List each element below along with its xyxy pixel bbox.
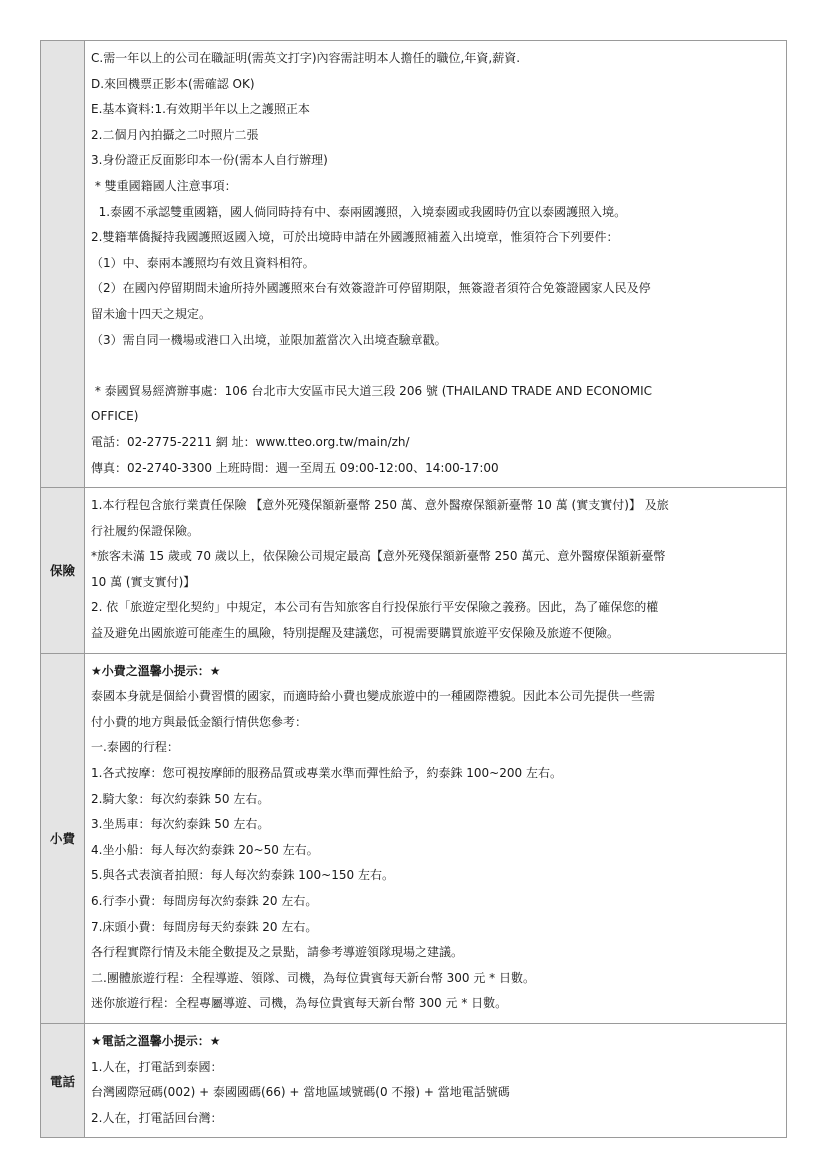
text-line: 7.床頭小費：每間房每天約泰銖 20 左右。	[91, 919, 318, 934]
section-content	[85, 488, 787, 654]
text-line: *旅客未滿 15 歲或 70 歲以上，依保險公司規定最高【意外死殘保額新臺幣 250 萬元、意外醫療保額新臺幣	[91, 549, 666, 564]
section-heading: ★電話之溫馨小提示：★	[91, 1033, 221, 1048]
text-line: 泰國本身就是個給小費習慣的國家，而適時給小費也變成旅遊中的一種國際禮貌。因此本公司先提供一些需	[91, 689, 656, 704]
text-line: E.基本資料:1.有效期半年以上之護照正本	[91, 102, 310, 117]
text-line: 電話：02-2775-2211 網 址：www.tteo.org.tw/main/zh/	[91, 434, 410, 449]
text-line: （3）需自同一機場或港口入出境，並限加蓋當次入出境查驗章戳。	[91, 332, 447, 347]
text-line: 6.行李小費：每間房每次約泰銖 20 左右。	[91, 894, 318, 908]
text-line: 行社履約保證保險。	[91, 523, 200, 538]
section-label: 電話	[41, 1023, 85, 1137]
text-line: 10 萬 (實支實付)】	[91, 574, 196, 589]
text-line: 3.坐馬車：每次約泰銖 50 左右。	[91, 817, 270, 832]
text-line: （2）在國內停留期間未逾所持外國護照來台有效簽證許可停留期限，無簽證者須符合免簽證國家人民及停	[91, 281, 651, 296]
text-line: 1.泰國不承認雙重國籍，國人倘同時持有中、泰兩國護照，入境泰國或我國時仍宜以泰國護照入境。	[91, 204, 627, 219]
info-table	[40, 40, 787, 1138]
text-line: * 泰國貿易經濟辦事處：106 台北市大安區市民大道三段 206 號 (THAILAND TRADE AND ECONOMIC	[91, 383, 653, 398]
text-line: 2.騎大象：每次約泰銖 50 左右。	[91, 791, 270, 806]
text-line: 3.身份證正反面影印本一份(需本人自行辦理)	[91, 153, 328, 168]
section-row-telephone	[41, 1023, 787, 1137]
text-line: 1.各式按摩：您可視按摩師的服務品質或專業水準而彈性給予，約泰銖 100~200 左右。	[91, 766, 562, 781]
text-line: 2.雙籍華僑擬持我國護照返國入境，可於出境時申請在外國護照補蓋入出境章，惟須符合下列要件：	[91, 230, 619, 245]
text-line: 二.團體旅遊行程：全程導遊、領隊、司機，為每位貴賓每天新台幣 300 元 * 日數。	[91, 970, 535, 985]
text-line: 1.人在，打電話到泰國：	[91, 1059, 223, 1074]
text-line: D.來回機票正影本(需確認 OK)	[91, 76, 255, 91]
text-line: 付小費的地方與最低金額行情供您參考：	[91, 714, 308, 729]
text-line: 2.人在，打電話回台灣：	[91, 1110, 223, 1125]
text-line: 2. 依「旅遊定型化契約」中規定，本公司有告知旅客自行投保旅行平安保險之義務。因此，為了確保您的權	[91, 600, 659, 615]
section-label	[41, 41, 85, 488]
text-line: C.需一年以上的公司在職証明(需英文打字)內容需註明本人擔任的職位,年資,薪資.	[91, 51, 521, 65]
section-heading: ★小費之溫馨小提示：★	[91, 663, 221, 678]
text-line: 5.與各式表演者拍照：每人每次約泰銖 100~150 左右。	[91, 868, 394, 883]
text-line: 4.坐小船：每人每次約泰銖 20~50 左右。	[91, 842, 319, 857]
document-page	[40, 40, 787, 1138]
text-line: 一.泰國的行程：	[91, 740, 179, 755]
section-content	[85, 1023, 787, 1137]
section-content	[85, 41, 787, 488]
text-line: 2.二個月內拍攝之二吋照片二張	[91, 127, 259, 142]
text-line: 傳真：02-2740-3300 上班時間：週一至周五 09:00-12:00、14:00-17:00	[91, 460, 499, 475]
text-line: OFFICE)	[91, 409, 139, 424]
section-row-visa-requirements	[41, 41, 787, 488]
section-row-tipping	[41, 653, 787, 1023]
text-line: 留未逾十四天之規定。	[91, 306, 212, 321]
section-label: 小費	[41, 653, 85, 1023]
section-content	[85, 653, 787, 1023]
text-line	[91, 353, 778, 379]
text-line: 益及避免出國旅遊可能產生的風險，特別提醒及建議您，可視需要購買旅遊平安保險及旅遊不便險。	[91, 626, 620, 641]
section-row-insurance	[41, 488, 787, 654]
text-line: * 雙重國籍國人注意事項：	[91, 178, 237, 193]
section-label: 保險	[41, 488, 85, 654]
text-line: 各行程實際行情及未能全數提及之景點，請參考導遊領隊現場之建議。	[91, 945, 464, 960]
text-line: 1.本行程包含旅行業責任保險 【意外死殘保額新臺幣 250 萬、意外醫療保額新臺幣 10 萬 (實支實付)】 及旅	[91, 498, 669, 513]
text-line: 台灣國際冠碼(002) + 泰國國碼(66) + 當地區域號碼(0 不撥) + 當地電話號碼	[91, 1085, 510, 1100]
text-line: 迷你旅遊行程：全程專屬導遊、司機，為每位貴賓每天新台幣 300 元 * 日數。	[91, 996, 508, 1011]
text-line: （1）中、泰兩本護照均有效且資料相符。	[91, 255, 315, 270]
